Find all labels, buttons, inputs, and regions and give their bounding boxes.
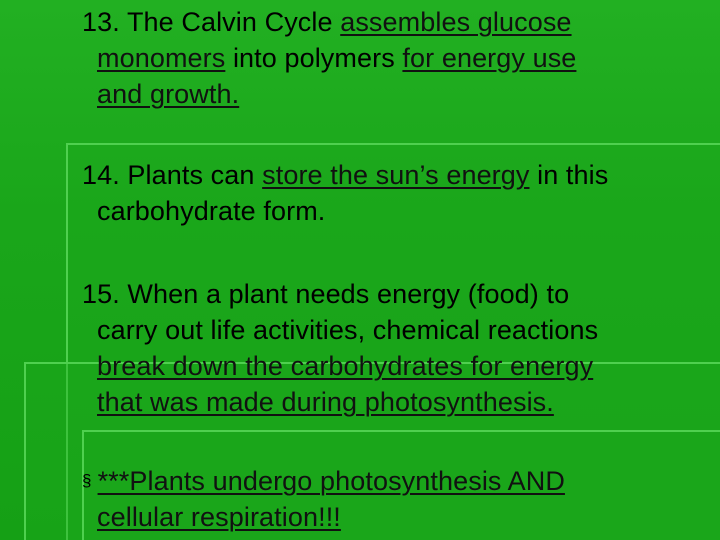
text: 13. The Calvin Cycle bbox=[82, 7, 341, 37]
underlined-text: monomers bbox=[97, 43, 226, 73]
item-14-store-energy bbox=[82, 157, 608, 229]
bullet-line-1 bbox=[82, 463, 565, 499]
underlined-text: assembles glucose bbox=[340, 7, 572, 37]
underlined-text: break down the carbohydrates for energy bbox=[97, 351, 594, 381]
item-15-line-2: carry out life activities, chemical reactions bbox=[97, 315, 599, 345]
item-13-line-2 bbox=[82, 40, 576, 76]
item-13-calvin-cycle bbox=[82, 4, 576, 112]
bullet-icon: § bbox=[82, 471, 92, 490]
underlined-text: cellular respiration!!! bbox=[97, 502, 341, 532]
item-14-line-1 bbox=[82, 157, 608, 193]
item-15-break-down bbox=[82, 276, 598, 420]
underlined-text: for energy use bbox=[402, 43, 577, 73]
item-14-line-2: carbohydrate form. bbox=[97, 196, 326, 226]
underlined-text: store the sun’s energy bbox=[262, 160, 530, 190]
item-15-line-4 bbox=[82, 384, 598, 420]
underlined-text: ***Plants undergo photosynthesis AND bbox=[97, 466, 565, 496]
item-13-line-1 bbox=[82, 4, 576, 40]
bullet-photosynthesis-respiration bbox=[82, 463, 565, 535]
bullet-line-2 bbox=[82, 499, 565, 535]
text: into polymers bbox=[225, 43, 403, 73]
item-13-line-3 bbox=[82, 76, 576, 112]
text: 14. Plants can bbox=[82, 160, 263, 190]
underlined-text: and growth. bbox=[97, 79, 240, 109]
item-15-line-3 bbox=[82, 348, 598, 384]
underlined-text: that was made during photosynthesis. bbox=[97, 387, 554, 417]
item-15-line-1: 15. When a plant needs energy (food) to bbox=[82, 279, 570, 309]
text: in this bbox=[529, 160, 609, 190]
